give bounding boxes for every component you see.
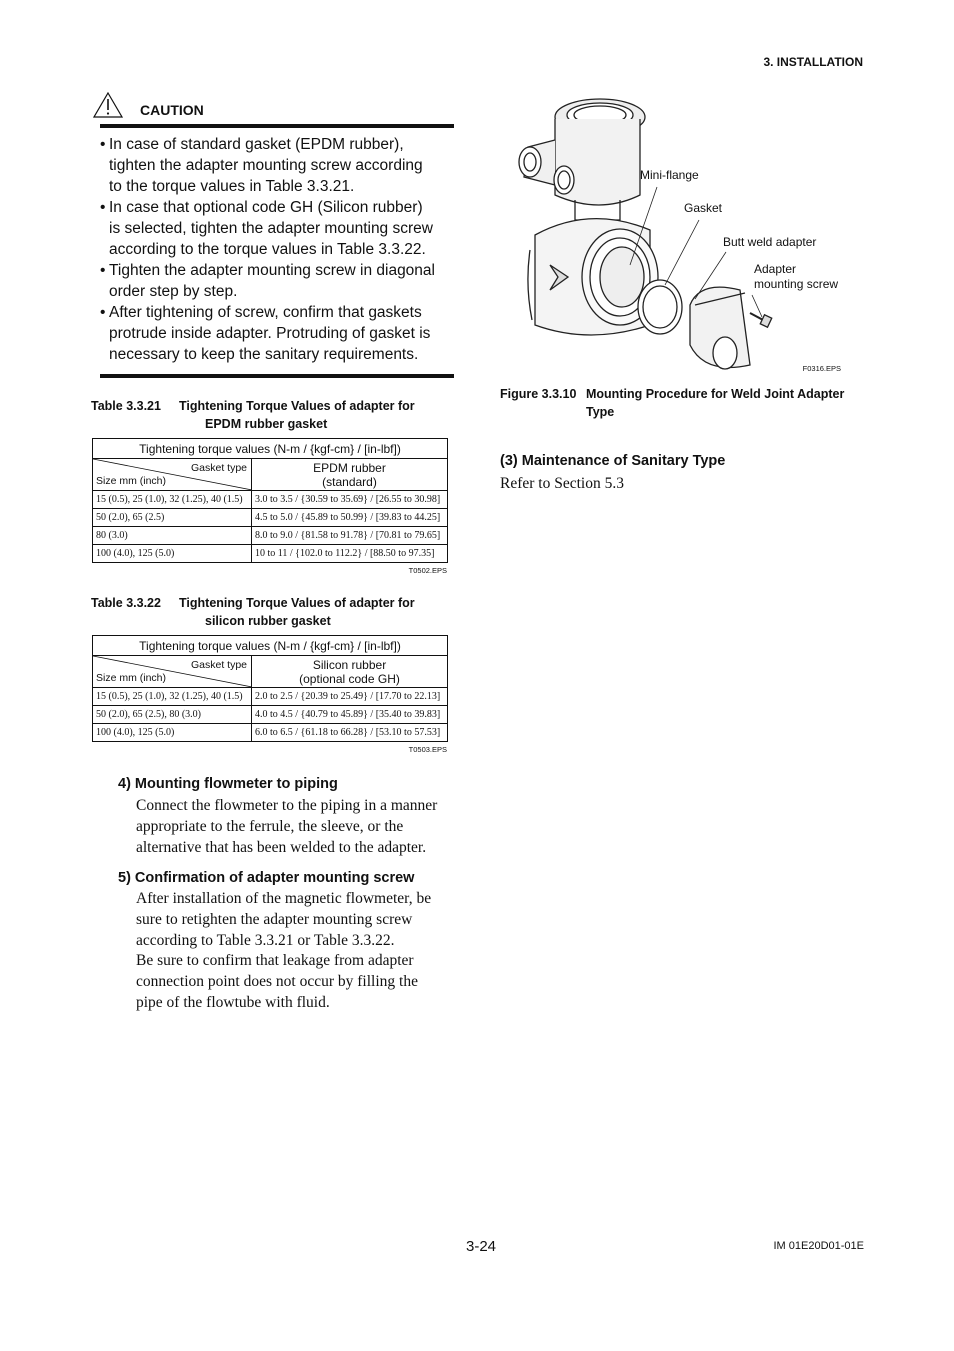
section5-body: After installation of the magnetic flowmeter, be sure to retighten the adapter mounting screw according to Table 3.3.21 or Table 3.3.22. Be sure to confirm that leakage from adapter connection point does not occur by filling the pipe of the flowtube with fluid. (136, 890, 432, 1011)
table2-corner-header (93, 656, 252, 688)
maintenance-body: Refer to Section 5.3 (500, 475, 624, 492)
flowmeter-mounting-figure (500, 85, 870, 380)
caution-item: • In case that optional code GH (Silicon rubber) is selected, tighten the adapter mounting screw according to the torque values in Table 3.3.22. (100, 197, 460, 260)
figure-label-butt-weld: Butt weld adapter (723, 235, 817, 249)
value-cell: 2.0 to 2.5 / {20.39 to 25.49} / [17.70 to 22.13] (252, 688, 448, 706)
caution-top-rule (100, 124, 454, 128)
size-cell: 15 (0.5), 25 (1.0), 32 (1.25), 40 (1.5) (93, 688, 252, 706)
caution-line: is selected, tighten the adapter mounting screw (109, 220, 433, 237)
table1-corner-header (93, 459, 252, 491)
value-cell: 4.5 to 5.0 / {45.89 to 50.99} / [39.83 to 44.25] (252, 509, 448, 527)
caution-item: • After tightening of screw, confirm that gaskets protrude inside adapter. Protruding of gasket is necessary to keep the sanitary requirements. (100, 302, 460, 365)
table2-caption: Table 3.3.22 Tightening Torque Values of adapter for silicon rubber gasket (91, 596, 415, 628)
table1-top-header: Tightening torque values (N-m / {kgf-cm} / [in-lbf]) (93, 439, 448, 459)
document-id: IM 01E20D01-01E (773, 1240, 864, 1252)
value-cell: 10 to 11 / {102.0 to 112.2} / [88.50 to 97.35] (252, 545, 448, 563)
caution-line: order step by step. (109, 283, 238, 300)
maintenance-title: (3) Maintenance of Sanitary Type (500, 453, 726, 469)
caution-item: • In case of standard gasket (EPDM rubber), tighten the adapter mounting screw according to the torque values in Table 3.3.21. (100, 134, 460, 197)
gasket-type-label: Gasket type (190, 462, 247, 474)
gasket-type-label: Gasket type (190, 659, 247, 671)
size-label: Size mm (inch) (96, 475, 167, 487)
caution-line: to the torque values in Table 3.3.21. (109, 178, 355, 195)
table2-top-header: Tightening torque values (N-m / {kgf-cm} / [in-lbf]) (93, 636, 448, 656)
warning-triangle-icon (93, 92, 123, 118)
size-cell: 100 (4.0), 125 (5.0) (93, 724, 252, 742)
value-cell: 8.0 to 9.0 / {81.58 to 91.78} / [70.81 to 79.65] (252, 527, 448, 545)
caution-line: protrude inside adapter. Protruding of gasket is (109, 325, 431, 342)
table-row (93, 688, 448, 706)
figure-label-mini-flange: Mini-flange (640, 168, 699, 182)
table2-file-label: T0503.EPS (408, 745, 447, 754)
table1 (92, 438, 448, 563)
figure-file-label: F0316.EPS (802, 364, 841, 373)
figure-label-gasket: Gasket (684, 201, 723, 215)
caution-item: • Tighten the adapter mounting screw in diagonal order step by step. (100, 260, 460, 302)
table1-file-label: T0502.EPS (408, 566, 447, 575)
caution-line: necessary to keep the sanitary requirements. (109, 346, 419, 363)
size-cell: 50 (2.0), 65 (2.5), 80 (3.0) (93, 706, 252, 724)
section4-body: Connect the flowmeter to the piping in a manner appropriate to the ferrule, the sleeve, or the alternative that has been welded to the adapter. (136, 797, 438, 856)
table2 (92, 635, 448, 742)
value-cell: 3.0 to 3.5 / {30.59 to 35.69} / [26.55 to 30.98] (252, 491, 448, 509)
size-cell: 15 (0.5), 25 (1.0), 32 (1.25), 40 (1.5) (93, 491, 252, 509)
page-number: 3-24 (466, 1238, 497, 1255)
caution-line: Tighten the adapter mounting screw in diagonal (109, 262, 435, 279)
section4-title: 4) Mounting flowmeter to piping (118, 776, 338, 792)
table-row (93, 545, 448, 563)
caution-line: tighten the adapter mounting screw according (109, 157, 423, 174)
table1-caption: Table 3.3.21 Tightening Torque Values of adapter for EPDM rubber gasket (91, 399, 415, 431)
caution-line: After tightening of screw, confirm that gaskets (109, 304, 422, 321)
size-cell: 100 (4.0), 125 (5.0) (93, 545, 252, 563)
table-row (93, 527, 448, 545)
caution-title: CAUTION (140, 102, 204, 118)
value-cell: 4.0 to 4.5 / {40.79 to 45.89} / [35.40 to 39.83] (252, 706, 448, 724)
section5-title: 5) Confirmation of adapter mounting screw (118, 870, 415, 886)
caution-line: In case that optional code GH (Silicon rubber) (109, 199, 423, 216)
figure-label-screw: Adapter mounting screw (754, 262, 839, 291)
table-row (93, 509, 448, 527)
caution-line: In case of standard gasket (EPDM rubber), (109, 136, 404, 153)
table-row (93, 706, 448, 724)
size-cell: 80 (3.0) (93, 527, 252, 545)
caution-list (100, 134, 460, 365)
table-row (93, 724, 448, 742)
size-label: Size mm (inch) (96, 672, 167, 684)
table1-column-header: EPDM rubber (standard) (252, 459, 448, 491)
caution-bottom-rule (100, 374, 454, 378)
table2-column-header: Silicon rubber (optional code GH) (252, 656, 448, 688)
value-cell: 6.0 to 6.5 / {61.18 to 66.28} / [53.10 to 57.53] (252, 724, 448, 742)
figure-caption: Figure 3.3.10 Mounting Procedure for Weld Joint Adapter Type (500, 387, 845, 419)
section-header: 3. INSTALLATION (763, 55, 863, 69)
caution-line: according to the torque values in Table 3.3.22. (109, 241, 426, 258)
caution-header (93, 92, 454, 124)
size-cell: 50 (2.0), 65 (2.5) (93, 509, 252, 527)
table-row (93, 491, 448, 509)
